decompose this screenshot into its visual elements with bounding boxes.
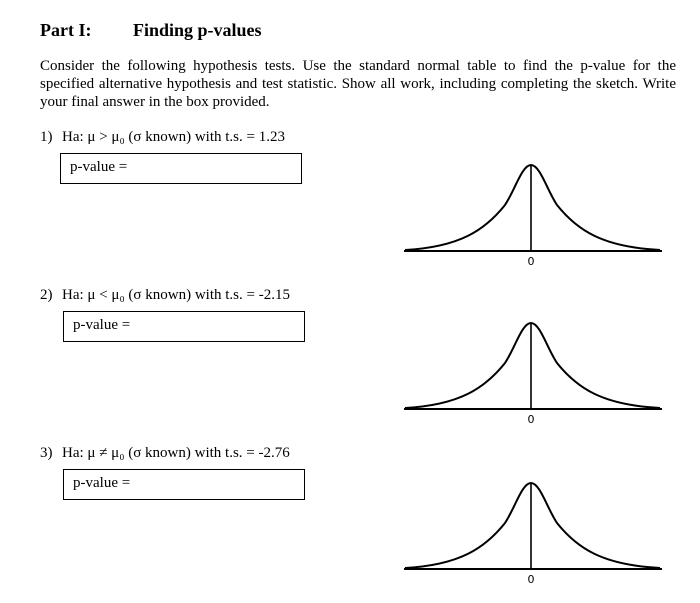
problem-2-hypothesis: Ha: μ < μ₀ (σ known) with t.s. = -2.15 xyxy=(62,287,290,303)
problem-3-answer-label: p-value = xyxy=(73,475,131,491)
problem-3-number: 3) xyxy=(40,445,53,461)
problem-2-normal-curve-sketch xyxy=(400,318,670,428)
problem-1-bell-curve xyxy=(405,165,660,250)
part-title: Finding p-values xyxy=(133,20,262,40)
problem-2-answer-box[interactable] xyxy=(63,311,305,342)
problem-1-hypothesis: Ha: μ > μ₀ (σ known) with t.s. = 1.23 xyxy=(62,129,285,145)
problem-1-axis-zero-label: 0 xyxy=(527,255,535,268)
problem-3-axis-zero-label: 0 xyxy=(527,573,535,586)
problem-1-number: 1) xyxy=(40,129,53,145)
problem-3-hypothesis: Ha: μ ≠ μ₀ (σ known) with t.s. = -2.76 xyxy=(62,445,290,461)
problem-2-number: 2) xyxy=(40,287,53,303)
problem-1-normal-curve-sketch xyxy=(400,160,670,270)
problem-3-normal-curve-sketch xyxy=(400,478,670,588)
problem-2-answer-label: p-value = xyxy=(73,317,131,333)
problem-2-bell-curve xyxy=(405,323,660,408)
problem-1-statement xyxy=(40,129,285,146)
problem-1-answer-box[interactable] xyxy=(60,153,302,184)
problem-2-axis-zero-label: 0 xyxy=(527,413,535,426)
problem-3-answer-box[interactable] xyxy=(63,469,305,500)
part-heading xyxy=(40,20,262,41)
part-label: Part I: xyxy=(40,20,92,40)
problem-2-statement xyxy=(40,287,290,304)
problem-3-statement xyxy=(40,445,290,462)
problem-1-answer-label: p-value = xyxy=(70,159,128,175)
instructions-paragraph: Consider the following hypothesis tests. Use the standard normal table to find the p-value for the specified alternative hypothesis and test statistic. Show all work, including completing the sketch. Write your final answer in the box provided. xyxy=(40,58,676,110)
problem-3-bell-curve xyxy=(405,483,660,568)
